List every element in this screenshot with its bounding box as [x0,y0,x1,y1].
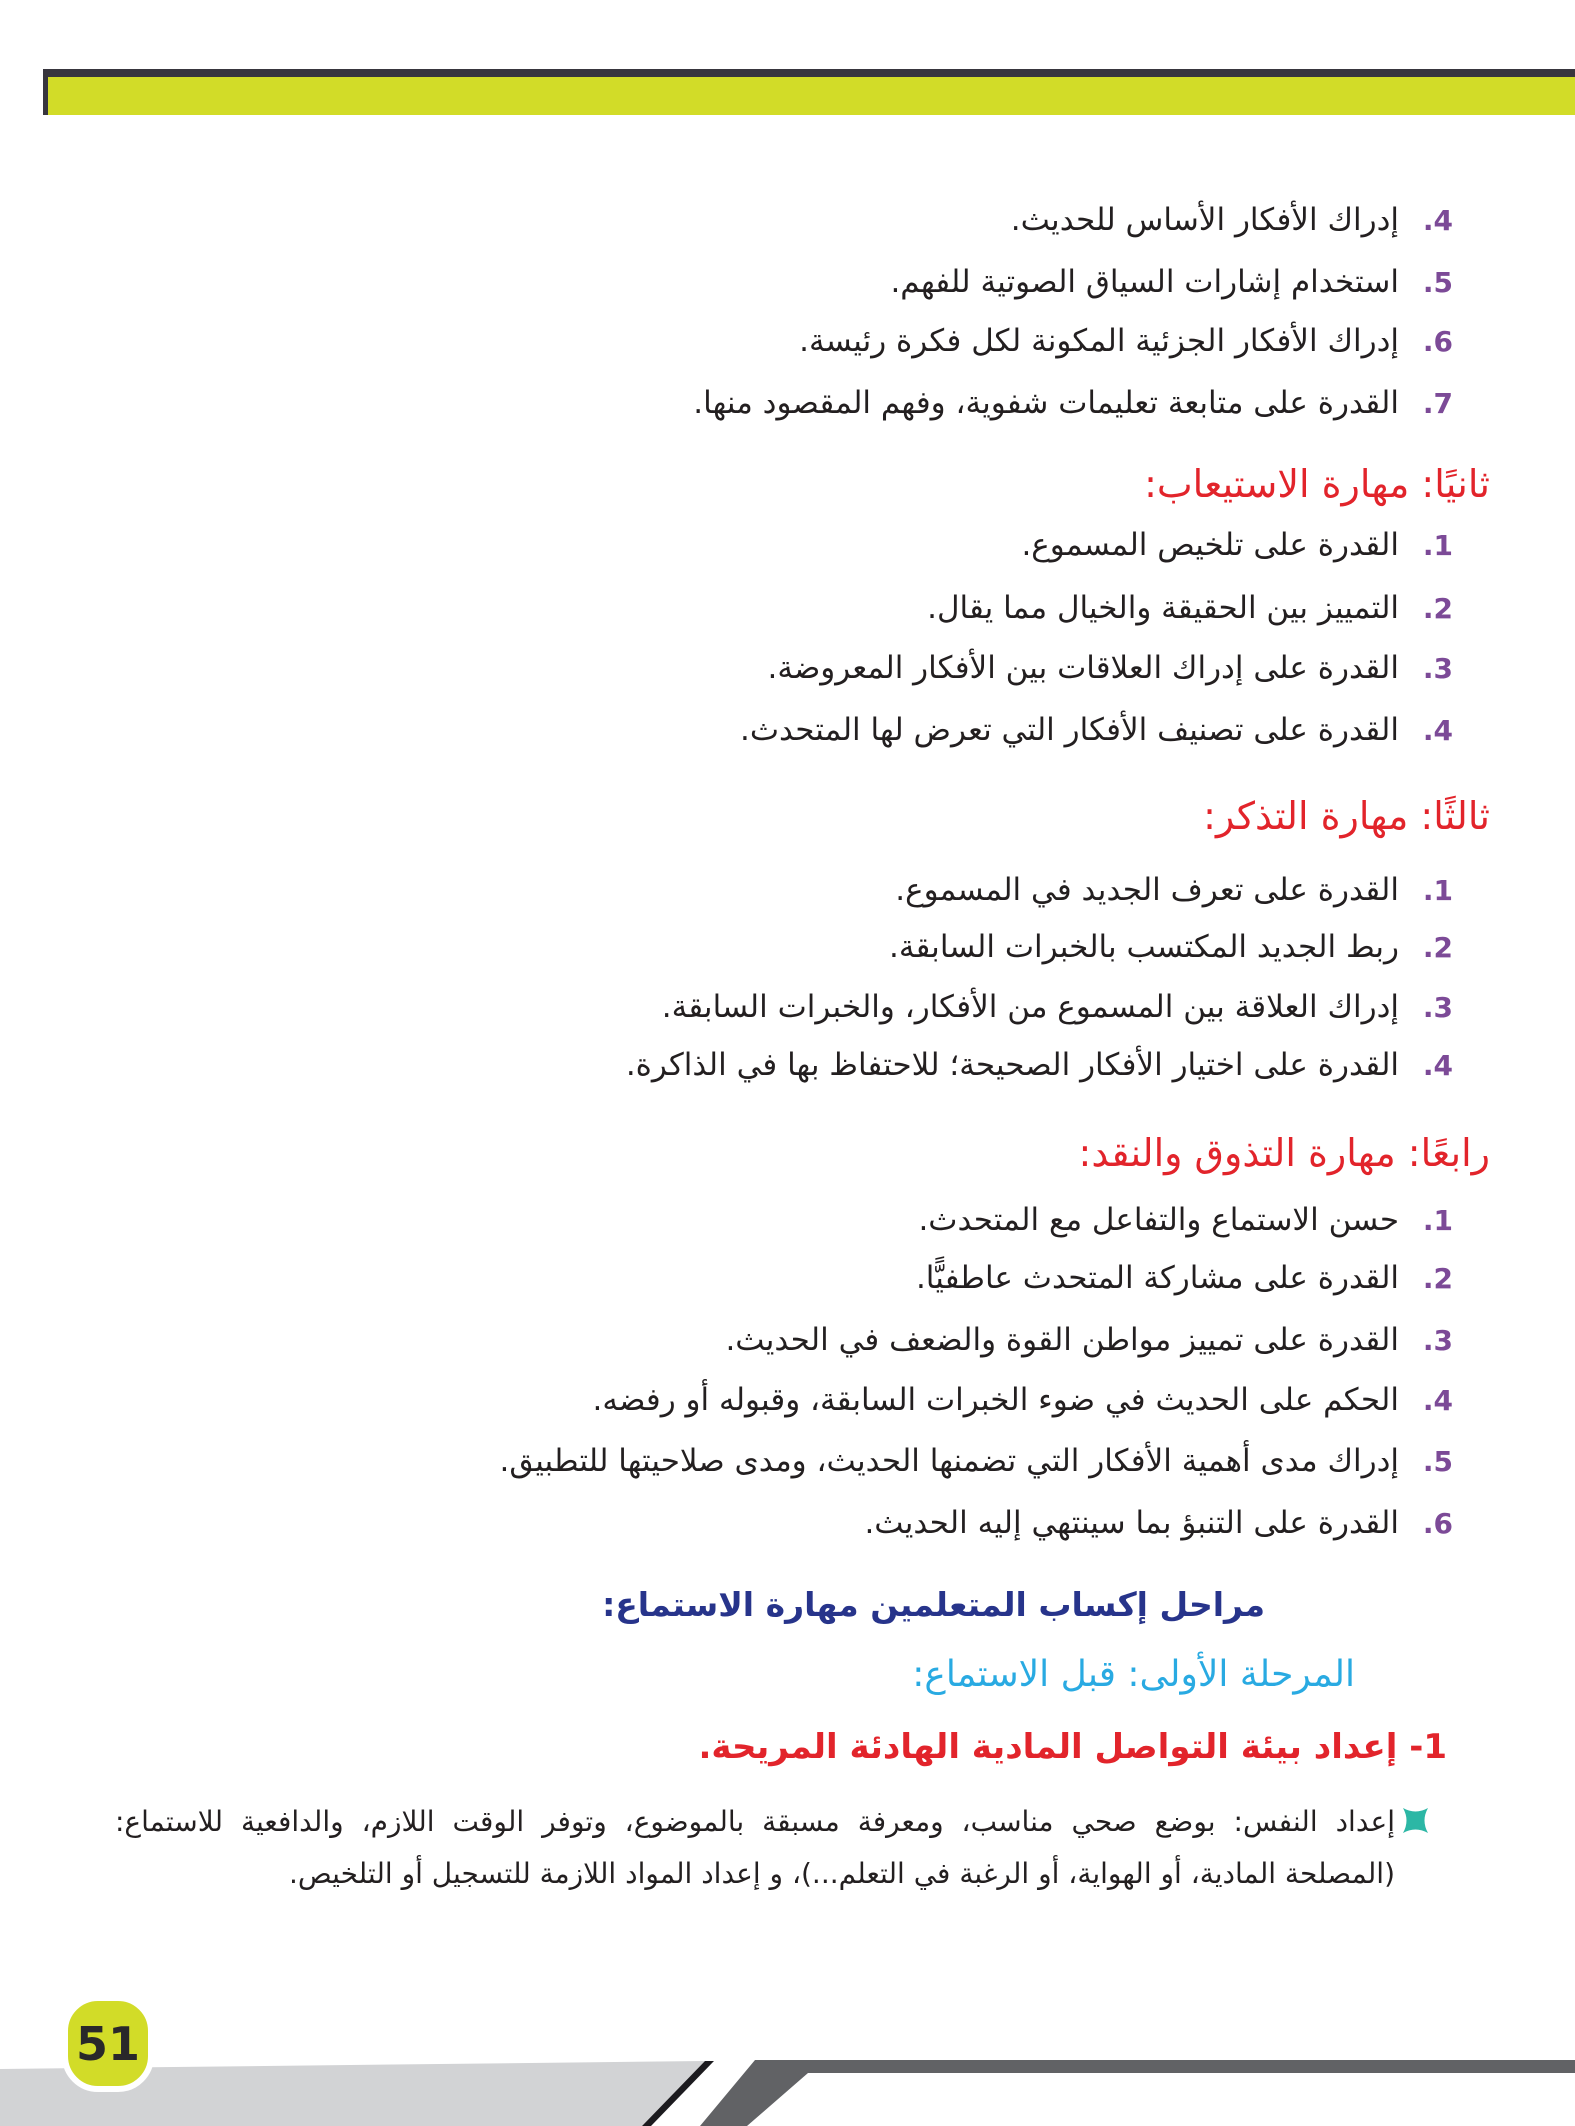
item-number: 4. [1422,714,1453,747]
item-text: القدرة على اختيار الأفكار الصحيحة؛ للاحتفاظ بها في الذاكرة. [625,1047,1399,1083]
item-text: القدرة على تعرف الجديد في المسموع. [895,872,1399,908]
item-text: القدرة على تمييز مواطن القوة والضعف في الحديث. [725,1322,1399,1358]
bullet-text: إعداد النفس: بوضع صحي مناسب، ومعرفة مسبقة بالموضوع، وتوفر الوقت اللازم، والدافعية للاستماع: (المصلحة المادية، أو الهواية، أو الرغبة في التعلم...)، و إعداد المواد اللازمة للتسجيل أو التلخيص. [115,1805,1395,1890]
item-text: الحكم على الحديث في ضوء الخبرات السابقة، وقبوله أو رفضه. [592,1382,1399,1418]
item-text: إدراك الأفكار الجزئية المكونة لكل فكرة رئيسة. [799,323,1399,359]
item-text: القدرة على تصنيف الأفكار التي تعرض لها المتحدث. [739,712,1399,748]
page-number: 51 [76,2016,141,2071]
section-heading-memory: ثالثًا: مهارة التذكر: [1203,794,1490,838]
item-text: إدراك الأفكار الأساس للحديث. [1010,202,1399,238]
item-number: 1. [1422,529,1453,562]
page-number-badge [62,1995,154,2092]
item-text: القدرة على تلخيص المسموع. [1021,527,1399,563]
item-number: 3. [1422,991,1453,1024]
list-item [768,640,1454,696]
item-number: 6. [1422,1507,1453,1540]
item-number: 5. [1422,1445,1453,1478]
list-item [895,862,1453,918]
stages-heading: مراحل إكساب المتعلمين مهارة الاستماع: [602,1585,1265,1624]
step-one-heading: 1- إعداد بيئة التواصل المادية الهادئة المريحة. [698,1727,1447,1767]
list-item [927,580,1453,636]
item-number: 4. [1422,1049,1453,1082]
item-text: إدراك العلاقة بين المسموع من الأفكار، والخبرات السابقة. [661,989,1399,1025]
item-text: القدرة على متابعة تعليمات شفوية، وفهم المقصود منها. [693,385,1399,421]
list-item [693,375,1453,431]
list-item [740,702,1453,758]
list-item [1011,192,1453,248]
item-number: 1. [1422,1204,1453,1237]
item-number: 5. [1422,266,1453,299]
item-number: 4. [1422,1384,1453,1417]
item-text: استخدام إشارات السياق الصوتية للفهم. [890,264,1399,300]
section-heading-comprehension: ثانيًا: مهارة الاستيعاب: [1144,462,1490,506]
list-item [799,313,1453,369]
item-number: 2. [1422,592,1453,625]
item-number: 4. [1422,204,1453,237]
list-item [1021,517,1453,573]
item-number: 3. [1422,1324,1453,1357]
list-item [864,1495,1453,1551]
footer-dark-stripe [700,2059,1575,2126]
item-number: 6. [1422,325,1453,358]
item-number: 3. [1422,652,1453,685]
section-heading-appreciation-criticism: رابعًا: مهارة التذوق والنقد: [1078,1131,1490,1175]
item-text: ربط الجديد المكتسب بالخبرات السابقة. [889,929,1399,965]
top-bar-dark-border [43,69,1575,77]
list-item [890,254,1453,310]
top-accent-bar [43,77,1575,115]
item-text: القدرة على التنبؤ بما سينتهي إليه الحديث. [864,1505,1399,1541]
item-number: 2. [1422,1262,1453,1295]
list-item [725,1312,1453,1368]
item-text: حسن الاستماع والتفاعل مع المتحدث. [918,1202,1399,1238]
item-number: 1. [1422,874,1453,907]
stage-one-heading: المرحلة الأولى: قبل الاستماع: [912,1654,1355,1695]
item-text: القدرة على إدراك العلاقات بين الأفكار المعروضة. [767,650,1399,686]
list-item [626,1037,1453,1093]
list-item [916,1250,1453,1306]
item-text: القدرة على مشاركة المتحدث عاطفيًّا. [915,1260,1399,1296]
star-bullet-icon [1403,1808,1428,1833]
list-item [593,1372,1453,1428]
item-text: التمييز بين الحقيقة والخيال مما يقال. [927,590,1399,626]
item-number: 7. [1422,387,1453,420]
list-item [662,979,1453,1035]
bullet-item [115,1796,1428,1900]
list-item [499,1433,1453,1489]
list-item [918,1192,1453,1248]
item-number: 2. [1422,931,1453,964]
list-item [889,919,1453,975]
item-text: إدراك مدى أهمية الأفكار التي تضمنها الحديث، ومدى صلاحيتها للتطبيق. [499,1443,1399,1479]
